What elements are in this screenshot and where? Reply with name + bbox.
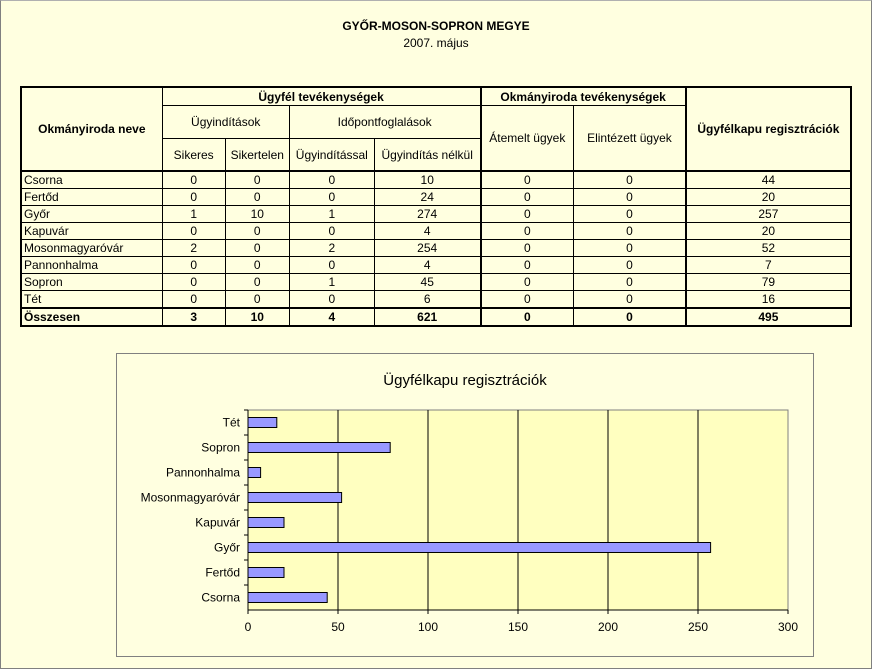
client-gate-chart: [116, 353, 814, 657]
client-gate-cell: 52: [686, 240, 851, 257]
chart-title: Ügyfélkapu regisztrációk: [383, 372, 547, 389]
without-case-header: Ügyindítás nélkül: [374, 139, 480, 172]
completed-cell: 0: [574, 291, 686, 309]
case-starts-header: Ügyindítások: [162, 106, 289, 139]
client-gate-cell: 79: [686, 274, 851, 291]
without-case-cell: 10: [374, 171, 480, 189]
client-gate-cell: 20: [686, 189, 851, 206]
x-tick-label: 100: [417, 620, 439, 634]
table-row: [21, 291, 851, 309]
x-tick-label: 250: [687, 620, 709, 634]
office-name-cell: Sopron: [21, 274, 162, 291]
successful-cell: 0: [162, 291, 225, 309]
transferred-cell: 0: [481, 171, 574, 189]
total-completed: 0: [574, 308, 686, 326]
client-gate-cell: 20: [686, 223, 851, 240]
with-case-cell: 0: [289, 257, 374, 274]
without-case-cell: 4: [374, 223, 480, 240]
office-name-header: Okmányiroda neve: [21, 87, 162, 171]
client-gate-cell: 257: [686, 206, 851, 223]
successful-cell: 0: [162, 223, 225, 240]
without-case-cell: 24: [374, 189, 480, 206]
completed-cell: 0: [574, 206, 686, 223]
office-name-cell: Mosonmagyaróvár: [21, 240, 162, 257]
client-gate-cell: 44: [686, 171, 851, 189]
without-case-cell: 274: [374, 206, 480, 223]
completed-cell: 0: [574, 274, 686, 291]
transferred-cell: 0: [481, 240, 574, 257]
bar: [248, 543, 711, 553]
with-case-cell: 0: [289, 291, 374, 309]
table-row: [21, 189, 851, 206]
y-category-label: Tét: [222, 415, 240, 430]
with-case-cell: 0: [289, 223, 374, 240]
x-tick-label: 50: [331, 620, 345, 634]
bar: [248, 468, 261, 478]
office-name-cell: Tét: [21, 291, 162, 309]
table-row: [21, 223, 851, 240]
total-label: Összesen: [21, 308, 162, 326]
unsuccessful-cell: 0: [225, 257, 289, 274]
successful-cell: 1: [162, 206, 225, 223]
y-category-label: Sopron: [201, 440, 240, 455]
successful-cell: 0: [162, 274, 225, 291]
x-tick-label: 150: [507, 620, 529, 634]
without-case-cell: 6: [374, 291, 480, 309]
unsuccessful-cell: 0: [225, 291, 289, 309]
unsuccessful-cell: 0: [225, 171, 289, 189]
bar: [248, 568, 284, 578]
successful-cell: 0: [162, 189, 225, 206]
with-case-cell: 1: [289, 206, 374, 223]
office-name-cell: Győr: [21, 206, 162, 223]
unsuccessful-cell: 0: [225, 223, 289, 240]
x-tick-label: 0: [244, 620, 252, 634]
y-category-label: Győr: [213, 540, 240, 555]
bar: [248, 443, 390, 453]
total-client-gate: 495: [686, 308, 851, 326]
statistics-table: [20, 86, 852, 327]
completed-header: Elintézett ügyek: [574, 106, 686, 172]
unsuccessful-cell: 0: [225, 240, 289, 257]
total-unsuccessful: 10: [225, 308, 289, 326]
successful-cell: 0: [162, 257, 225, 274]
transferred-header: Átemelt ügyek: [481, 106, 574, 172]
bar: [248, 593, 327, 603]
office-activities-header: Okmányiroda tevékenységek: [481, 87, 686, 106]
total-with-case: 4: [289, 308, 374, 326]
with-case-cell: 0: [289, 171, 374, 189]
unsuccessful-cell: 0: [225, 189, 289, 206]
completed-cell: 0: [574, 240, 686, 257]
office-name-cell: Kapuvár: [21, 223, 162, 240]
total-successful: 3: [162, 308, 225, 326]
transferred-cell: 0: [481, 189, 574, 206]
total-transferred: 0: [481, 308, 574, 326]
appointments-header: Időpontfoglalások: [289, 106, 480, 139]
completed-cell: 0: [574, 257, 686, 274]
total-without-case: 621: [374, 308, 480, 326]
transferred-cell: 0: [481, 291, 574, 309]
table-row: [21, 171, 851, 189]
table-row: [21, 257, 851, 274]
y-category-label: Fertőd: [205, 565, 240, 580]
with-case-cell: 2: [289, 240, 374, 257]
successful-cell: 0: [162, 171, 225, 189]
office-name-cell: Csorna: [21, 171, 162, 189]
transferred-cell: 0: [481, 223, 574, 240]
client-gate-header: Ügyfélkapu regisztrációk: [686, 87, 851, 171]
chart-plot: [117, 354, 813, 656]
table-row: [21, 240, 851, 257]
office-name-cell: Fertőd: [21, 189, 162, 206]
x-tick-label: 300: [777, 620, 799, 634]
unsuccessful-cell: 10: [225, 206, 289, 223]
transferred-cell: 0: [481, 274, 574, 291]
x-tick-label: 200: [597, 620, 619, 634]
client-gate-cell: 7: [686, 257, 851, 274]
table-row: [21, 206, 851, 223]
without-case-cell: 254: [374, 240, 480, 257]
with-case-cell: 1: [289, 274, 374, 291]
client-activities-header: Ügyfél tevékenységek: [162, 87, 480, 106]
completed-cell: 0: [574, 223, 686, 240]
completed-cell: 0: [574, 189, 686, 206]
unsuccessful-header: Sikertelen: [225, 139, 289, 172]
y-category-label: Kapuvár: [195, 515, 240, 530]
report-subtitle: 2007. május: [403, 36, 469, 50]
without-case-cell: 4: [374, 257, 480, 274]
unsuccessful-cell: 0: [225, 274, 289, 291]
office-name-cell: Pannonhalma: [21, 257, 162, 274]
with-case-header: Ügyindítással: [289, 139, 374, 172]
completed-cell: 0: [574, 171, 686, 189]
successful-header: Sikeres: [162, 139, 225, 172]
transferred-cell: 0: [481, 257, 574, 274]
y-category-label: Pannonhalma: [165, 465, 240, 480]
y-category-label: Mosonmagyaróvár: [140, 490, 240, 505]
table-row: [21, 274, 851, 291]
bar: [248, 518, 284, 528]
report-title: GYŐR-MOSON-SOPRON MEGYE: [342, 19, 530, 33]
bar: [248, 493, 342, 503]
bar: [248, 418, 277, 428]
y-category-label: Csorna: [201, 590, 240, 605]
successful-cell: 2: [162, 240, 225, 257]
transferred-cell: 0: [481, 206, 574, 223]
client-gate-cell: 16: [686, 291, 851, 309]
total-row: [21, 308, 851, 326]
without-case-cell: 45: [374, 274, 480, 291]
with-case-cell: 0: [289, 189, 374, 206]
